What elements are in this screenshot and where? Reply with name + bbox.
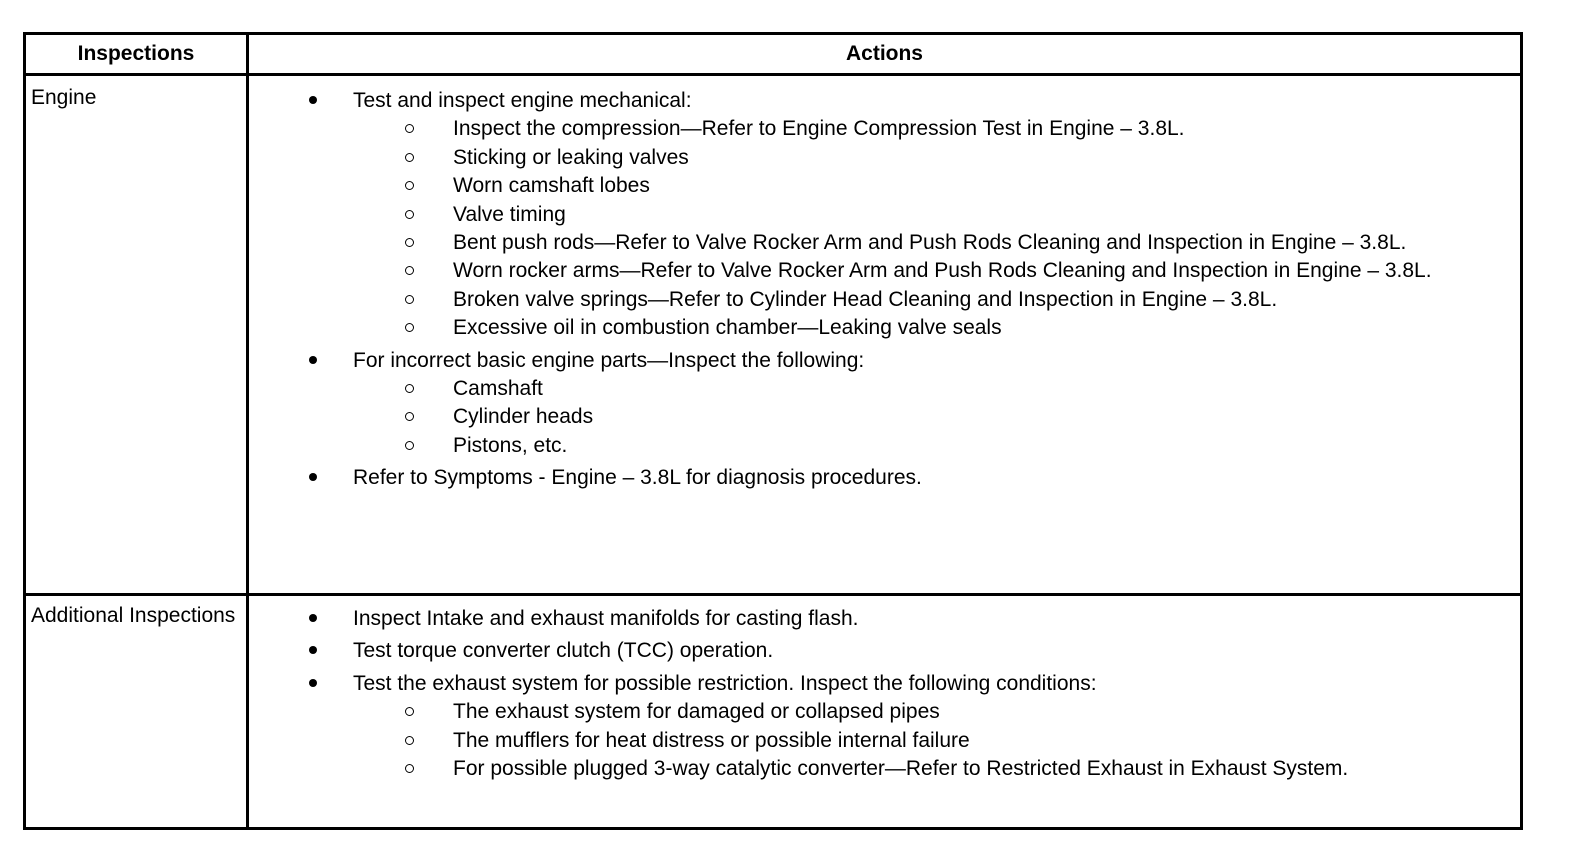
sub-list-item [249,755,1520,783]
bullet-text: For incorrect basic engine parts—Inspect the following: [353,348,865,372]
sub-item-text: Worn camshaft lobes [453,174,650,198]
circle-bullet-icon [399,755,419,783]
bullet-text: Test and inspect engine mechanical: [353,89,692,112]
sub-list-item [249,172,1520,200]
header-divider [26,73,1520,76]
bullet-text: Test the exhaust system for possible restriction. Inspect the following conditions: [353,671,1097,695]
bullet-icon [303,464,323,492]
sub-item-text: Pistons, etc. [453,433,568,457]
sub-item-text: Camshaft [453,377,543,401]
bullet-item [249,347,1520,461]
sub-list-item [249,314,1520,342]
header-actions: Actions [845,42,923,65]
sub-item-text: Worn rocker arms—Refer to Valve Rocker Arm and Push Rods Cleaning and Inspection in Engine – 3.8L. [453,259,1432,283]
circle-bullet-icon [399,432,419,460]
bullet-item [249,464,1520,492]
sub-item-text: Broken valve springs—Refer to Cylinder Head Cleaning and Inspection in Engine – 3.8L. [453,287,1278,311]
circle-bullet-icon [399,229,419,257]
circle-bullet-icon [399,727,419,755]
actions-cell-engine [249,87,1520,497]
bullet-icon [303,347,323,375]
bullet-item [249,670,1520,784]
circle-bullet-icon [399,257,419,285]
row-label-additional-inspections: Additional Inspections [31,604,236,627]
bullet-item [249,87,1520,343]
bullet-icon [303,87,323,115]
sub-list-item [249,403,1520,431]
sub-list-item [249,201,1520,229]
sub-item-text: Valve timing [453,202,566,226]
sub-item-text: Excessive oil in combustion chamber—Leaking valve seals [453,316,1002,340]
circle-bullet-icon [399,115,419,143]
circle-bullet-icon [399,698,419,726]
bullet-item [249,637,1520,665]
sub-item-text: Inspect the compression—Refer to Engine Compression Test in Engine – 3.8L. [453,117,1185,141]
circle-bullet-icon [399,314,419,342]
sub-list-item [249,286,1520,314]
sub-list-item [249,229,1520,257]
sub-item-text: The exhaust system for damaged or collapsed pipes [453,700,940,724]
bullet-icon [303,670,323,698]
sub-list-item [249,144,1520,172]
sub-list-item [249,432,1520,460]
sub-list-item [249,257,1520,285]
circle-bullet-icon [399,201,419,229]
bullet-text: Inspect Intake and exhaust manifolds for casting flash. [353,607,859,630]
sub-item-text: Sticking or leaking valves [453,145,689,169]
sub-list [249,375,1520,460]
sub-item-text: The mufflers for heat distress or possible internal failure [453,728,970,752]
bullet-icon [303,605,323,633]
bullet-text: Refer to Symptoms - Engine – 3.8L for diagnosis procedures. [353,466,922,490]
circle-bullet-icon [399,144,419,172]
sub-list [249,698,1520,783]
circle-bullet-icon [399,286,419,314]
inspection-table [23,32,1523,830]
bullet-item [249,605,1520,633]
circle-bullet-icon [399,172,419,200]
circle-bullet-icon [399,375,419,403]
actions-cell-additional-inspections [249,605,1520,787]
sub-list-item [249,727,1520,755]
header-inspections: Inspections [77,42,195,65]
sub-list [249,115,1520,342]
row-label-engine: Engine [31,86,97,109]
sub-item-text: Cylinder heads [453,405,594,429]
sub-item-text: Bent push rods—Refer to Valve Rocker Arm and Push Rods Cleaning and Inspection in Engine – 3.8L. [453,231,1407,255]
row-divider [26,593,1520,596]
bullet-text: Test torque converter clutch (TCC) operation. [353,639,774,663]
sub-list-item [249,698,1520,726]
sub-list-item [249,375,1520,403]
bullet-icon [303,637,323,665]
sub-list-item [249,115,1520,143]
sub-item-text: For possible plugged 3-way catalytic converter—Refer to Restricted Exhaust in Exhaust System. [453,757,1349,781]
circle-bullet-icon [399,403,419,431]
